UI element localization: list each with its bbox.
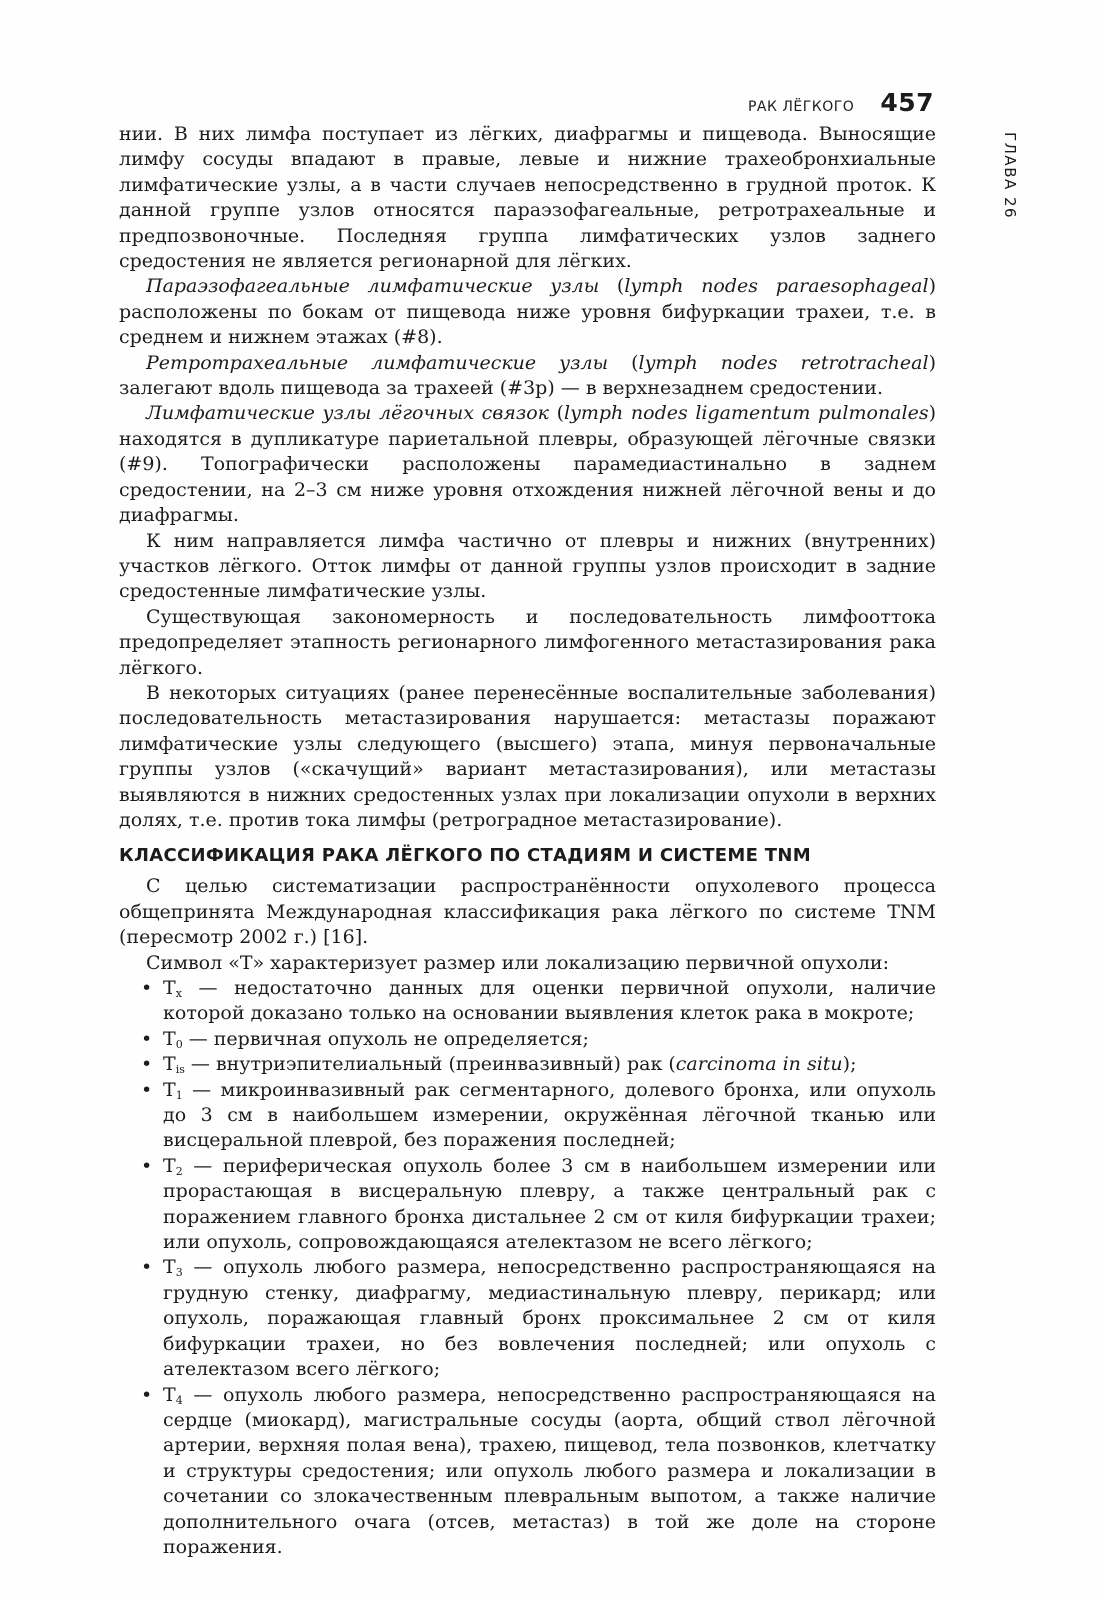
list-item-tis: • $T_{is}$ — внутриэпителиальный (преинвазивный) рак (carcinoma in situ); bbox=[141, 1053, 857, 1077]
list-item-t3: • $T_3$ — опухоль любого размера, непосредственно распространяющаяся на грудную стенку, диафрагму, медиастинальную плевру, перикард; или опухоль, поражающая главный бронх проксимальнее 2 см от киля бифуркации трахеи, но без вовлечения последней; или опухоль с ателектазом всего лёгкого; bbox=[141, 1256, 936, 1381]
paragraph-paraesophageal: Параэзофагеальные лимфатические узлы (lymph nodes paraesophageal) расположены по бокам от пищевода ниже уровня бифуркации трахеи, т.е. в среднем и нижнем этажах (#8). bbox=[119, 275, 936, 349]
latin-term: lymph nodes ligamentum pulmonales bbox=[564, 402, 929, 425]
paragraph-regularity: Существующая закономерность и последовательность лимфооттока предопределяет этапность регионарного лимфогенного метастазирования рака лёгкого. bbox=[119, 605, 936, 679]
bullet-icon: • bbox=[141, 977, 153, 999]
bullet-icon: • bbox=[141, 1053, 153, 1076]
chapter-tab: ГЛАВА 26 bbox=[1001, 132, 1019, 220]
list-item-t2: • $T_2$ — периферическая опухоль более 3 см в наибольшем измерении или прорастающая в висцеральную плевру, а также центральный рак с поражением главного бронха дистальнее 2 см от киля бифуркации трахеи; или опухоль, сопровождающаяся ателектазом не всего лёгкого; bbox=[141, 1154, 936, 1254]
term: Параэзофагеальные лимфатические узлы bbox=[146, 275, 600, 298]
paragraph-t-symbol: Символ «Т» характеризует размер или локализацию первичной опухоли: bbox=[146, 951, 889, 974]
bullet-icon: • bbox=[141, 1027, 153, 1050]
latin-term: lymph nodes paraesophageal bbox=[624, 275, 929, 298]
running-title: РАК ЛЁГКОГО bbox=[747, 99, 855, 115]
running-header bbox=[748, 88, 934, 117]
term: Лимфатические узлы лёгочных связок bbox=[146, 402, 549, 425]
paragraph-lymph-flow: К ним направляется лимфа частично от плевры и нижних (внутренних) участков лёгкого. Отток лимфы от данной группы узлов происходит в задние средостенные лимфатические узлы. bbox=[119, 529, 936, 603]
t-category-list bbox=[119, 976, 936, 1560]
bullet-icon: • bbox=[141, 1078, 153, 1101]
list-item-t0: • $T_0$ — первичная опухоль не определяется; bbox=[141, 1027, 589, 1051]
paragraph-pulmonary-ligament: Лимфатические узлы лёгочных связок (lymph nodes ligamentum pulmonales) находятся в дупликатуре париетальной плевры, образующей лёгочные связки (#9). Топографически расположены парамедиастинально в заднем средостении, на 2–3 см ниже уровня отхождения нижней лёгочной вены и до диафрагмы. bbox=[119, 402, 936, 527]
list-item-t1: • $T_1$ — микроинвазивный рак сегментарного, долевого бронха, или опухоль до 3 см в наибольшем измерении, окружённая лёгочной тканью или висцеральной плеврой, без поражения последней; bbox=[141, 1078, 936, 1152]
latin-term: lymph nodes retrotracheal bbox=[638, 351, 929, 374]
list-item-t4: • $T_4$ — опухоль любого размера, непосредственно распространяющаяся на сердце (миокард), магистральные сосуды (аорта, общий ствол лёгочной артерии, верхняя полая вена), трахею, пищевод, тела позвонков, клетчатку и структуры средостения; или опухоль любого размера и локализации в сочетании со злокачественным плевральным выпотом, а также наличие дополнительного очага (отсев, метастаз) в той же доле на стороне поражения. bbox=[141, 1383, 936, 1558]
term: Ретротрахеальные лимфатические узлы bbox=[146, 351, 609, 374]
bullet-icon: • bbox=[141, 1383, 153, 1406]
page-number: 457 bbox=[880, 88, 934, 117]
paragraph-continuation: нии. В них лимфа поступает из лёгких, диафрагмы и пищевода. Выносящие лимфу сосуды впадают в правые, левые и нижние трахеобронхиальные лимфатические узлы, а в части случаев непосредственно в грудной проток. К данной группе узлов относятся параэзофагеальные, ретротрахеальные и предпозвоночные. Последняя группа лимфатических узлов заднего средостения не является регионарной для лёгких. bbox=[119, 123, 936, 273]
bullet-icon: • bbox=[141, 1154, 153, 1177]
page-body bbox=[119, 122, 936, 1560]
list-item-tx: • $T_x$ — недостаточно данных для оценки первичной опухоли, наличие которой доказано только на основании выявления клеток рака в мокроте; bbox=[141, 977, 936, 1025]
bullet-icon: • bbox=[141, 1256, 153, 1279]
paragraph-skip-metastasis: В некоторых ситуациях (ранее перенесённые воспалительные заболевания) последовательность метастазирования нарушается: метастазы поражают лимфатические узлы следующего (высшего) этапа, минуя первоначальные группы узлов («скачущий» вариант метастазирования), или метастазы выявляются в нижних средостенных узлах при локализации опухоли в верхних долях, т.е. против тока лимфы (ретроградное метастазирование). bbox=[119, 681, 936, 831]
section-heading: КЛАССИФИКАЦИЯ РАКА ЛЁГКОГО ПО СТАДИЯМ И СИСТЕМЕ TNM bbox=[119, 845, 811, 867]
paragraph-retrotracheal: Ретротрахеальные лимфатические узлы (lymph nodes retrotracheal) залегают вдоль пищевода за трахеей (#3p) — в верхнезаднем средостении. bbox=[119, 351, 936, 400]
paragraph-tnm-intro: С целью систематизации распространённости опухолевого процесса общепринята Международная классификация рака лёгкого по системе TNM (пересмотр 2002 г.) [16]. bbox=[119, 875, 936, 949]
